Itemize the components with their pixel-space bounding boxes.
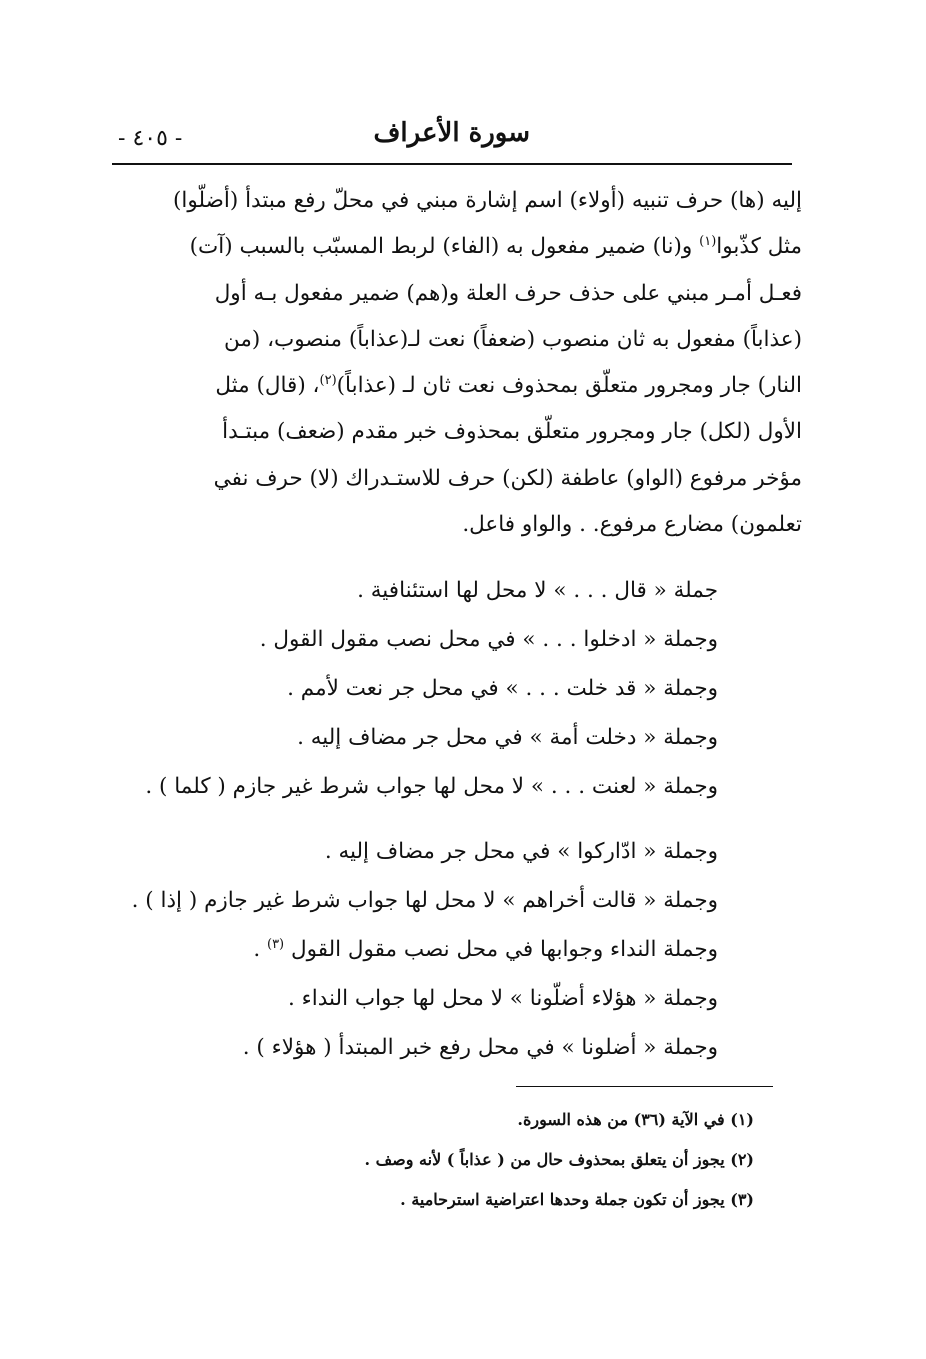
paragraph-text: مثل كذّبوا	[716, 234, 802, 260]
sentence-list	[98, 566, 718, 1072]
paragraph-line: (عذاباً) مفعول به ثان منصوب (ضعفاً) نعت لـ(عذاباً) منصوب، (من	[224, 326, 802, 352]
footnote-rule	[516, 1086, 773, 1087]
sentence-item: وجملة « قد خلت . . . » في محل جر نعت لأمم .	[287, 676, 718, 701]
sentence-item: وجملة « هؤلاء أضلّونا » لا محل لها جواب النداء .	[288, 986, 718, 1011]
sentence-item: وجملة « قالت أخراهم » لا محل لها جواب شرط غير جازم ( إذا ) .	[131, 888, 718, 913]
paragraph-text: و(نا) ضمير مفعول به (الفاء) لربط المسبّب بالسبب (آت)	[189, 234, 700, 260]
sentence-item: وجملة « ادّاركوا » في محل جر مضاف إليه .	[324, 839, 718, 864]
header-rule	[112, 163, 792, 165]
footnote-ref: (٣)	[266, 936, 285, 952]
page-number: - ٤٠٥ -	[118, 126, 183, 151]
footnote-item: (٣) يجوز أن تكون جملة وحدها اعتراضية استرحامية .	[400, 1190, 754, 1209]
footnotes	[194, 1100, 754, 1220]
paragraph-line: إليه (ها) حرف تنبيه (أولاء) اسم إشارة مبني في محلّ رفع مبتدأ (أضلّوا)	[173, 188, 802, 213]
sentence-text: وجملة النداء وجوابها في محل نصب مقول القول	[290, 937, 718, 962]
sentence-item: جملة « قال . . . » لا محل لها استئنافية .	[357, 578, 718, 603]
paragraph-line: تعلمون) مضارع مرفوع. . والواو فاعل.	[462, 512, 802, 538]
paragraph-line: الأول (لكل) جار ومجرور متعلّق بمحذوف خبر مقدم (ضعف) مبتـدأ	[222, 419, 802, 445]
paragraph-line: فعـل أمـر مبني على حذف حرف العلة و(هم) ضمير مفعول بـه أول	[214, 280, 802, 306]
footnote-item: (١) في الآية (٣٦) من هذه السورة.	[517, 1110, 754, 1129]
footnote-item: (٢) يجوز أن يتعلق بمحذوف حال من ( عذاباً ) لأنه وصف .	[364, 1150, 754, 1169]
grammar-paragraph	[112, 178, 802, 548]
paragraph-line	[112, 224, 802, 270]
footnote-ref: (٢)	[319, 373, 337, 389]
paragraph-text: ، (قال) مثل	[215, 373, 320, 399]
paragraph-line	[112, 363, 802, 409]
paragraph-text: النار) جار ومجرور متعلّق بمحذوف نعت ثان لـ (عذاباً)	[336, 373, 802, 399]
paragraph-line: مؤخر مرفوع (الواو) عاطفة (لكن) حرف للاستـدراك (لا) حرف نفي	[213, 465, 802, 491]
sentence-item: وجملة « أضلونا » في محل رفع خبر المبتدأ ( هؤلاء ) .	[242, 1035, 718, 1060]
sentence-item: وجملة « ادخلوا . . . » في محل نصب مقول القول .	[259, 627, 718, 652]
surah-title: سورة الأعراف	[373, 118, 530, 148]
sentence-item: وجملة « لعنت . . . » لا محل لها جواب شرط غير جازم ( كلما ) .	[145, 774, 718, 799]
footnote-ref: (١)	[699, 234, 717, 250]
sentence-text: .	[253, 937, 267, 962]
sentence-item: وجملة « دخلت أمة » في محل جر مضاف إليه .	[297, 725, 718, 750]
page-header	[112, 112, 792, 160]
sentence-item	[98, 925, 718, 974]
